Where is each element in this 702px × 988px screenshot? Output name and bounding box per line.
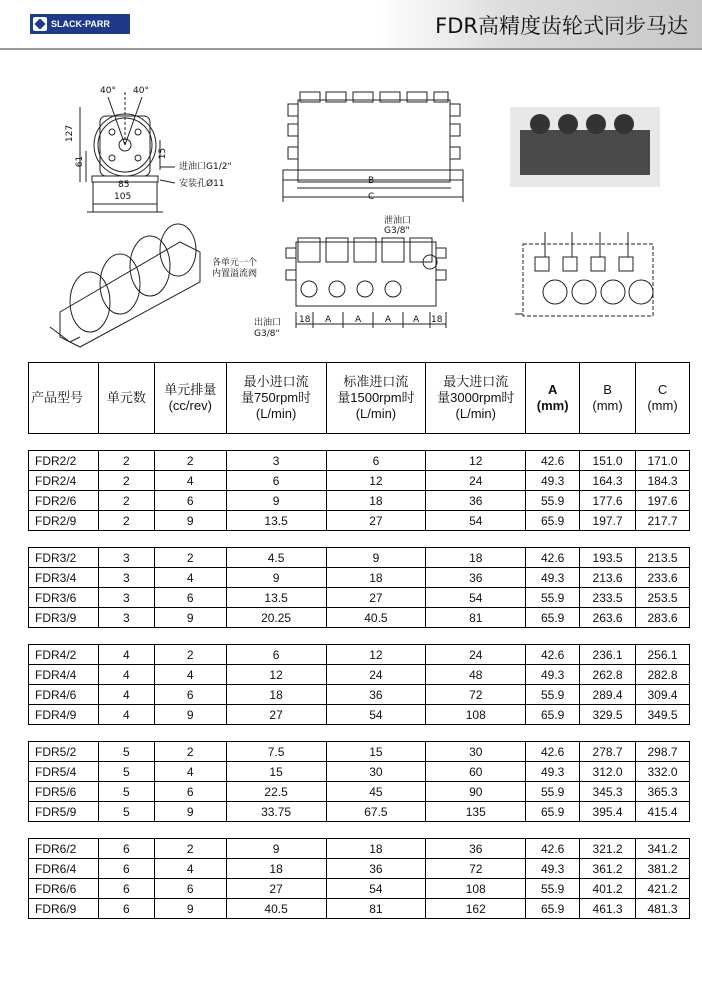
table-cell: 415.4 <box>636 802 690 822</box>
spacer-cell <box>526 434 580 451</box>
spec-table <box>28 362 690 919</box>
table-row <box>29 802 690 822</box>
relief-valve-label-2: 内置溢流阀 <box>212 269 258 279</box>
table-cell: 27 <box>226 879 326 899</box>
table-cell: 6 <box>154 782 226 802</box>
table-header-row <box>29 363 690 434</box>
header-divider <box>0 48 702 50</box>
dim-b-label: B <box>368 176 375 186</box>
table-cell: 2 <box>98 451 154 471</box>
table-cell: 72 <box>426 685 526 705</box>
drain-port-label: 泄油口 <box>384 216 412 226</box>
table-row <box>29 742 690 762</box>
spacer-cell <box>526 822 580 839</box>
table-cell: 2 <box>154 839 226 859</box>
spacer-cell <box>636 822 690 839</box>
table-cell: 54 <box>426 588 526 608</box>
table-row <box>29 685 690 705</box>
spacer-cell <box>98 822 154 839</box>
table-cell: 55.9 <box>526 782 580 802</box>
table-cell: 49.3 <box>526 568 580 588</box>
slack-parr-logo <box>30 14 130 34</box>
table-cell: 321.2 <box>580 839 636 859</box>
spacer-cell <box>636 434 690 451</box>
table-cell: 42.6 <box>526 548 580 568</box>
table-cell: 5 <box>98 802 154 822</box>
table-cell: 2 <box>154 645 226 665</box>
spacer-cell <box>580 531 636 548</box>
table-cell: 6 <box>98 879 154 899</box>
table-row <box>29 899 690 919</box>
table-cell: 9 <box>154 899 226 919</box>
table-cell: 36 <box>426 839 526 859</box>
spacer-cell <box>98 531 154 548</box>
table-cell: 9 <box>226 491 326 511</box>
table-cell: 381.2 <box>636 859 690 879</box>
table-cell: 90 <box>426 782 526 802</box>
page-title: FDR高精度齿轮式同步马达 <box>435 14 688 38</box>
table-cell: 4 <box>98 665 154 685</box>
table-cell: 282.8 <box>636 665 690 685</box>
table-cell: 22.5 <box>226 782 326 802</box>
table-cell: FDR5/9 <box>29 802 99 822</box>
table-cell: 2 <box>154 451 226 471</box>
table-cell: FDR6/4 <box>29 859 99 879</box>
table-cell: 9 <box>154 802 226 822</box>
dim-127-label: 127 <box>65 124 76 143</box>
header-min-flow: 最小进口流 量750rpm时 (L/min) <box>226 363 326 434</box>
pitch-18-left-label: 18 <box>299 315 311 325</box>
table-row <box>29 879 690 899</box>
table-cell: 2 <box>154 548 226 568</box>
pitch-a-label: A <box>385 315 392 325</box>
table-cell: 171.0 <box>636 451 690 471</box>
table-cell: 108 <box>426 879 526 899</box>
header-std-flow: 标准进口流 量1500rpm时 (L/min) <box>326 363 426 434</box>
table-cell: 4 <box>154 859 226 879</box>
table-cell: 213.5 <box>636 548 690 568</box>
table-cell: 40.5 <box>226 899 326 919</box>
table-row <box>29 491 690 511</box>
table-cell: 24 <box>426 471 526 491</box>
table-cell: 27 <box>226 705 326 725</box>
title-bar <box>380 0 702 48</box>
table-cell: 289.4 <box>580 685 636 705</box>
table-cell: 6 <box>98 839 154 859</box>
table-cell: 9 <box>226 839 326 859</box>
table-cell: 184.3 <box>636 471 690 491</box>
table-cell: 332.0 <box>636 762 690 782</box>
table-cell: 309.4 <box>636 685 690 705</box>
spacer-cell <box>580 822 636 839</box>
table-cell: FDR3/4 <box>29 568 99 588</box>
group-spacer <box>29 822 690 839</box>
table-cell: 4 <box>98 685 154 705</box>
table-row <box>29 548 690 568</box>
table-cell: 49.3 <box>526 859 580 879</box>
table-cell: 49.3 <box>526 762 580 782</box>
spacer-cell <box>526 725 580 742</box>
table-cell: 81 <box>326 899 426 919</box>
table-cell: FDR4/9 <box>29 705 99 725</box>
table-cell: 54 <box>426 511 526 531</box>
table-cell: 48 <box>426 665 526 685</box>
spacer-cell <box>426 531 526 548</box>
table-cell: 4 <box>154 568 226 588</box>
table-cell: 6 <box>154 588 226 608</box>
header-displacement: 单元排量 (cc/rev) <box>154 363 226 434</box>
table-cell: FDR4/4 <box>29 665 99 685</box>
table-cell: 3 <box>98 608 154 628</box>
spacer-cell <box>154 531 226 548</box>
table-cell: FDR6/6 <box>29 879 99 899</box>
table-row <box>29 471 690 491</box>
table-cell: 3 <box>98 588 154 608</box>
spacer-cell <box>326 822 426 839</box>
isometric-drawing <box>50 224 200 347</box>
table-cell: 12 <box>326 471 426 491</box>
table-cell: 55.9 <box>526 588 580 608</box>
header-max-flow: 最大进口流 量3000rpm时 (L/min) <box>426 363 526 434</box>
table-cell: 6 <box>226 645 326 665</box>
table-cell: 283.6 <box>636 608 690 628</box>
spacer-cell <box>580 434 636 451</box>
outlet-port-label: 出油口 <box>254 318 282 328</box>
table-cell: FDR6/9 <box>29 899 99 919</box>
spacer-cell <box>98 628 154 645</box>
table-cell: 401.2 <box>580 879 636 899</box>
table-cell: FDR4/2 <box>29 645 99 665</box>
table-cell: 42.6 <box>526 645 580 665</box>
outlet-port-size-label: G3/8" <box>254 329 280 339</box>
table-cell: 13.5 <box>226 511 326 531</box>
table-cell: 30 <box>426 742 526 762</box>
technical-drawings <box>0 52 702 352</box>
table-cell: 6 <box>154 685 226 705</box>
dim-c-label: C <box>368 192 375 202</box>
table-cell: 6 <box>326 451 426 471</box>
table-cell: 18 <box>226 685 326 705</box>
table-cell: 236.1 <box>580 645 636 665</box>
page-header <box>0 0 702 50</box>
table-cell: 18 <box>326 839 426 859</box>
table-row <box>29 588 690 608</box>
table-cell: 256.1 <box>636 645 690 665</box>
table-cell: FDR3/9 <box>29 608 99 628</box>
table-cell: 9 <box>326 548 426 568</box>
logo-text: SLACK-PARR <box>51 19 110 29</box>
spacer-cell <box>580 628 636 645</box>
table-row <box>29 645 690 665</box>
table-cell: 4 <box>154 762 226 782</box>
table-body <box>29 434 690 919</box>
pitch-a-label: A <box>355 315 362 325</box>
table-cell: 24 <box>426 645 526 665</box>
table-cell: 108 <box>426 705 526 725</box>
table-row <box>29 451 690 471</box>
table-cell: FDR2/6 <box>29 491 99 511</box>
relief-valve-label-1: 各单元一个 <box>212 258 258 268</box>
table-cell: 213.6 <box>580 568 636 588</box>
table-row <box>29 839 690 859</box>
table-cell: 2 <box>154 742 226 762</box>
table-cell: 361.2 <box>580 859 636 879</box>
table-cell: 461.3 <box>580 899 636 919</box>
table-cell: 81 <box>426 608 526 628</box>
table-cell: 12 <box>326 645 426 665</box>
header-b: B (mm) <box>580 363 636 434</box>
table-cell: 18 <box>326 491 426 511</box>
group-spacer <box>29 434 690 451</box>
table-cell: 55.9 <box>526 879 580 899</box>
table-cell: 33.75 <box>226 802 326 822</box>
table-row <box>29 511 690 531</box>
table-cell: 12 <box>226 665 326 685</box>
spacer-cell <box>426 434 526 451</box>
table-cell: 65.9 <box>526 608 580 628</box>
table-row <box>29 762 690 782</box>
table-cell: 345.3 <box>580 782 636 802</box>
table-cell: 3 <box>226 451 326 471</box>
table-cell: 193.5 <box>580 548 636 568</box>
table-cell: 4 <box>154 665 226 685</box>
spacer-cell <box>226 725 326 742</box>
table-row <box>29 859 690 879</box>
table-cell: 36 <box>326 859 426 879</box>
spacer-cell <box>154 725 226 742</box>
table-cell: 15 <box>226 762 326 782</box>
table-cell: FDR5/6 <box>29 782 99 802</box>
table-cell: 54 <box>326 705 426 725</box>
table-cell: 42.6 <box>526 451 580 471</box>
table-cell: 329.5 <box>580 705 636 725</box>
table-cell: 5 <box>98 782 154 802</box>
table-cell: 55.9 <box>526 491 580 511</box>
pitch-a-label: A <box>413 315 420 325</box>
spacer-cell <box>154 434 226 451</box>
spacer-cell <box>226 822 326 839</box>
table-cell: FDR5/4 <box>29 762 99 782</box>
table-cell: 6 <box>154 491 226 511</box>
table-cell: 65.9 <box>526 899 580 919</box>
table-cell: 421.2 <box>636 879 690 899</box>
spacer-cell <box>226 628 326 645</box>
dim-15-label: 15 <box>158 147 169 160</box>
table-cell: 18 <box>326 568 426 588</box>
table-cell: 341.2 <box>636 839 690 859</box>
group-spacer <box>29 628 690 645</box>
inlet-port-label: 进油口G1/2" <box>179 162 232 172</box>
spacer-cell <box>226 434 326 451</box>
spacer-cell <box>526 531 580 548</box>
table-cell: 197.6 <box>636 491 690 511</box>
table-cell: 18 <box>226 859 326 879</box>
table-cell: 9 <box>154 608 226 628</box>
spacer-cell <box>636 531 690 548</box>
pitch-18-right-label: 18 <box>431 315 443 325</box>
table-cell: 4 <box>154 471 226 491</box>
header-model: 产品型号 <box>29 363 99 434</box>
table-cell: 72 <box>426 859 526 879</box>
spacer-cell <box>154 628 226 645</box>
angle-left-label: 40° <box>100 86 116 96</box>
table-cell: 65.9 <box>526 705 580 725</box>
table-cell: 135 <box>426 802 526 822</box>
table-row <box>29 568 690 588</box>
table-row <box>29 705 690 725</box>
table-cell: 55.9 <box>526 685 580 705</box>
table-cell: 45 <box>326 782 426 802</box>
drain-port-size-label: G3/8" <box>384 226 410 236</box>
spacer-cell <box>98 434 154 451</box>
table-cell: 4 <box>98 645 154 665</box>
dim-105-label: 105 <box>114 192 132 202</box>
table-cell: FDR4/6 <box>29 685 99 705</box>
table-cell: 9 <box>154 511 226 531</box>
table-cell: 263.6 <box>580 608 636 628</box>
logo-icon <box>33 17 47 31</box>
dim-85-label: 85 <box>118 180 130 190</box>
table-cell: 54 <box>326 879 426 899</box>
table-cell: FDR2/9 <box>29 511 99 531</box>
table-cell: 3 <box>98 568 154 588</box>
table-cell: 2 <box>98 491 154 511</box>
table-cell: 177.6 <box>580 491 636 511</box>
table-cell: 278.7 <box>580 742 636 762</box>
table-cell: 298.7 <box>636 742 690 762</box>
table-cell: 18 <box>426 548 526 568</box>
table-cell: 13.5 <box>226 588 326 608</box>
table-cell: 5 <box>98 762 154 782</box>
header-units: 单元数 <box>98 363 154 434</box>
table-cell: 60 <box>426 762 526 782</box>
group-spacer <box>29 531 690 548</box>
angle-right-label: 40° <box>133 86 149 96</box>
table-cell: 151.0 <box>580 451 636 471</box>
table-cell: 253.5 <box>636 588 690 608</box>
table-cell: 9 <box>226 568 326 588</box>
spacer-cell <box>29 725 99 742</box>
spacer-cell <box>326 628 426 645</box>
table-cell: 6 <box>98 899 154 919</box>
spacer-cell <box>98 725 154 742</box>
spacer-cell <box>154 822 226 839</box>
mounting-hole-label: 安装孔Ø11 <box>179 179 225 189</box>
table-cell: 4.5 <box>226 548 326 568</box>
table-cell: 4 <box>98 705 154 725</box>
spacer-cell <box>636 725 690 742</box>
table-cell: 217.7 <box>636 511 690 531</box>
table-cell: 9 <box>154 705 226 725</box>
table-cell: 233.6 <box>636 568 690 588</box>
table-cell: 20.25 <box>226 608 326 628</box>
table-cell: 40.5 <box>326 608 426 628</box>
drawings-svg <box>0 52 702 352</box>
spacer-cell <box>426 822 526 839</box>
table-cell: 3 <box>98 548 154 568</box>
table-cell: 262.8 <box>580 665 636 685</box>
table-cell: 49.3 <box>526 665 580 685</box>
table-cell: 27 <box>326 588 426 608</box>
group-spacer <box>29 725 690 742</box>
table-cell: 7.5 <box>226 742 326 762</box>
spacer-cell <box>580 725 636 742</box>
table-cell: 65.9 <box>526 802 580 822</box>
dim-61-label: 61 <box>75 155 86 168</box>
table-cell: 67.5 <box>326 802 426 822</box>
table-cell: 395.4 <box>580 802 636 822</box>
table-cell: 42.6 <box>526 742 580 762</box>
hydraulic-schematic <box>515 232 653 316</box>
table-cell: FDR6/2 <box>29 839 99 859</box>
table-cell: 36 <box>426 568 526 588</box>
header-c: C (mm) <box>636 363 690 434</box>
spacer-cell <box>526 628 580 645</box>
table-cell: FDR2/4 <box>29 471 99 491</box>
table-cell: 365.3 <box>636 782 690 802</box>
table-cell: 233.5 <box>580 588 636 608</box>
table-cell: 65.9 <box>526 511 580 531</box>
table-cell: 481.3 <box>636 899 690 919</box>
spacer-cell <box>29 628 99 645</box>
table-row <box>29 665 690 685</box>
table-cell: 2 <box>98 471 154 491</box>
table-cell: 6 <box>154 879 226 899</box>
table-cell: 164.3 <box>580 471 636 491</box>
table-cell: 12 <box>426 451 526 471</box>
table-cell: 6 <box>226 471 326 491</box>
table-cell: 197.7 <box>580 511 636 531</box>
table-cell: 162 <box>426 899 526 919</box>
table-cell: 30 <box>326 762 426 782</box>
spacer-cell <box>326 725 426 742</box>
header-a: A (mm) <box>526 363 580 434</box>
table-cell: 349.5 <box>636 705 690 725</box>
product-photo <box>510 107 660 187</box>
spacer-cell <box>326 434 426 451</box>
table-cell: 24 <box>326 665 426 685</box>
table-cell: FDR2/2 <box>29 451 99 471</box>
spacer-cell <box>29 434 99 451</box>
table-cell: 15 <box>326 742 426 762</box>
table-cell: 5 <box>98 742 154 762</box>
table-cell: FDR3/2 <box>29 548 99 568</box>
pitch-a-label: A <box>325 315 332 325</box>
table-cell: 6 <box>98 859 154 879</box>
table-cell: 312.0 <box>580 762 636 782</box>
table-cell: 42.6 <box>526 839 580 859</box>
spacer-cell <box>29 531 99 548</box>
table-cell: 2 <box>98 511 154 531</box>
table-cell: 36 <box>426 491 526 511</box>
table-cell: FDR5/2 <box>29 742 99 762</box>
table-cell: FDR3/6 <box>29 588 99 608</box>
table-row <box>29 608 690 628</box>
spacer-cell <box>636 628 690 645</box>
table-row <box>29 782 690 802</box>
spacer-cell <box>426 628 526 645</box>
spacer-cell <box>326 531 426 548</box>
table-cell: 36 <box>326 685 426 705</box>
spacer-cell <box>426 725 526 742</box>
table-cell: 49.3 <box>526 471 580 491</box>
spacer-cell <box>226 531 326 548</box>
spacer-cell <box>29 822 99 839</box>
table-cell: 27 <box>326 511 426 531</box>
